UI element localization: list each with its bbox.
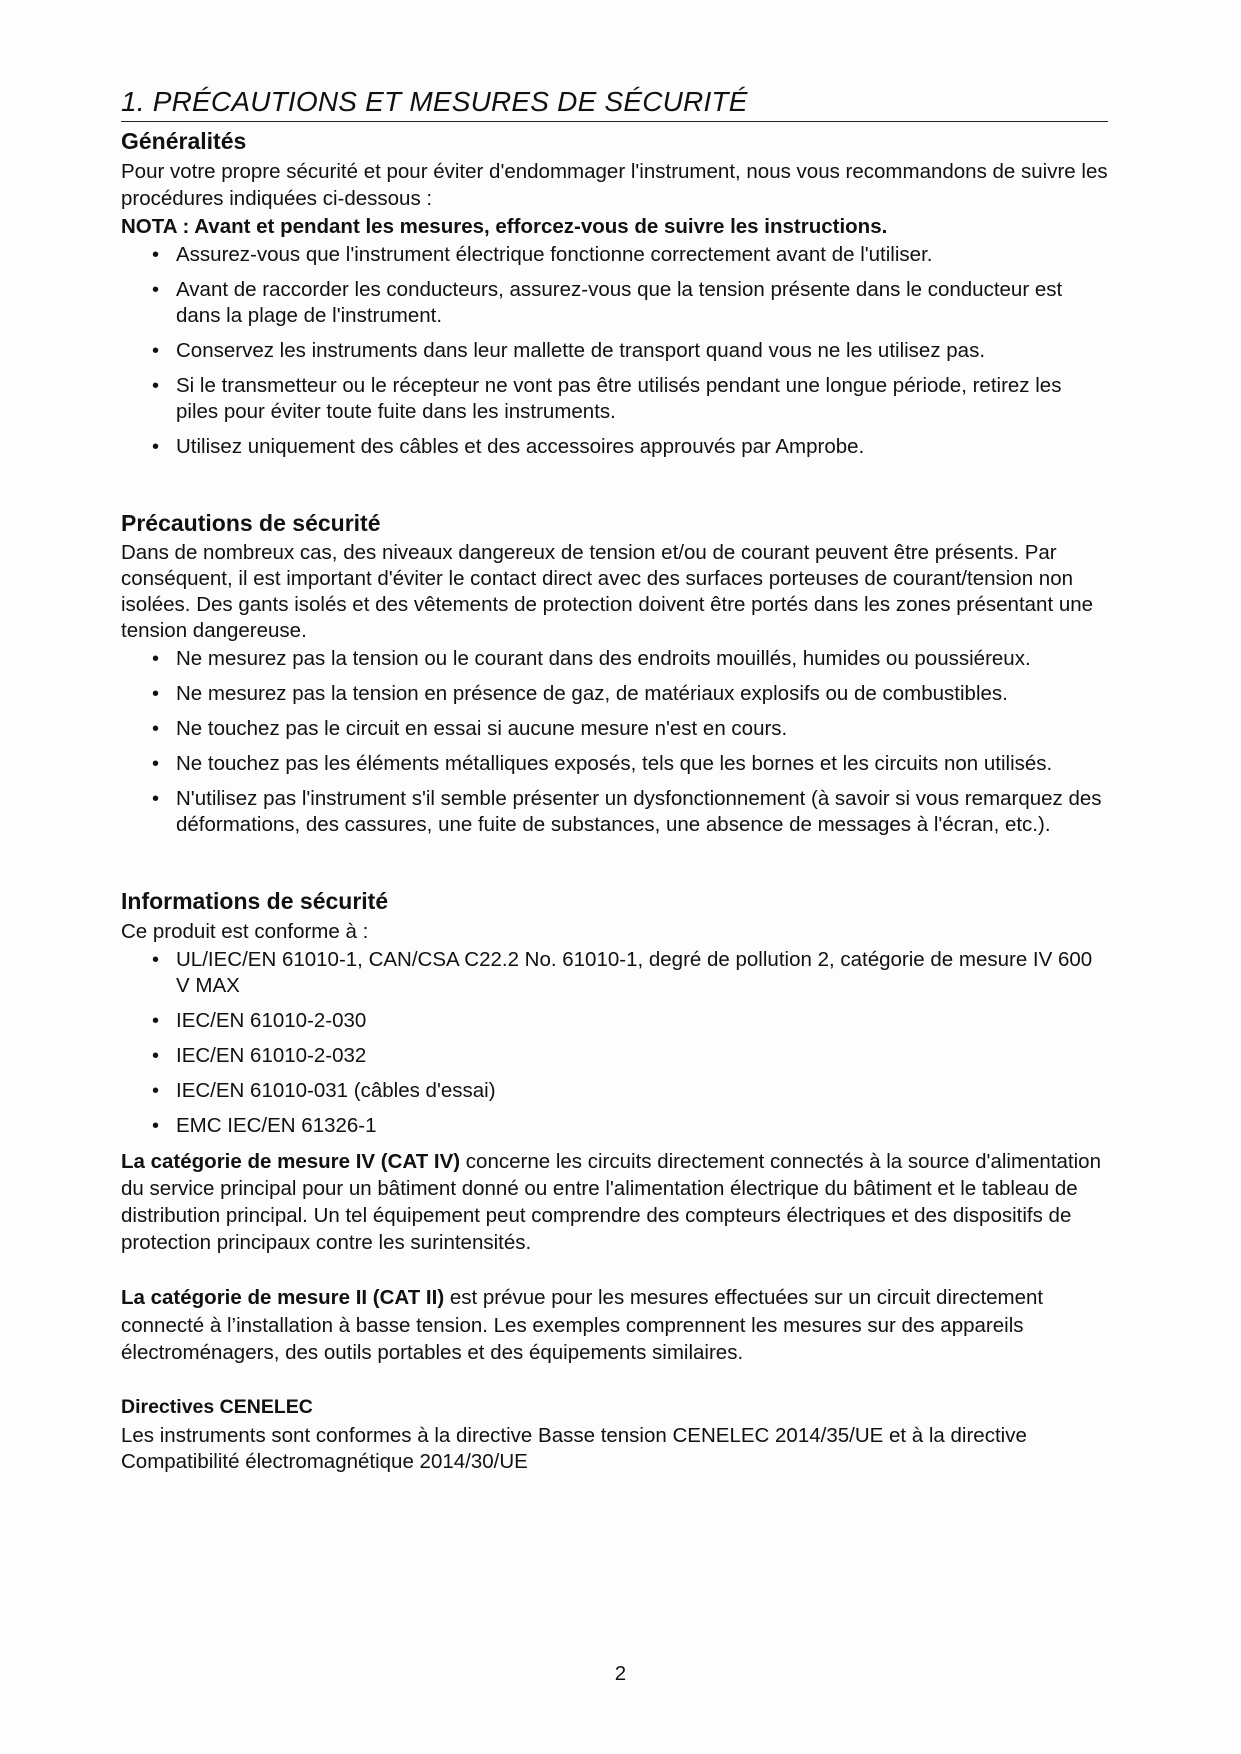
list-item: • Ne touchez pas les éléments métalliques exposés, tels que les bornes et les circuits non utilisés. [152, 752, 1053, 775]
page-number: 2 [614, 1662, 627, 1685]
list-item: • Assurez-vous que l'instrument électrique fonctionne correctement avant de l'utiliser. [152, 243, 933, 266]
list-item: • IEC/EN 61010-2-030 [152, 1009, 367, 1032]
cat-iv-label: La catégorie de mesure IV (CAT IV) [121, 1150, 461, 1173]
list-item: • Ne touchez pas le circuit en essai si aucune mesure n'est en cours. [152, 717, 788, 740]
list-item: • Ne mesurez pas la tension en présence de gaz, de matériaux explosifs ou de combustibles. [152, 682, 1008, 705]
page-content [121, 86, 1108, 1475]
list-item: • N'utilisez pas l'instrument s'il semble présenter un dysfonctionnement (à savoir si vous remarquez des déformations, des cassures, une fuite de substances, une absence de messages à l'écran, etc.). [152, 787, 1102, 836]
bullet-icon: • [152, 683, 160, 705]
list-item: • IEC/EN 61010-031 (câbles d'essai) [152, 1079, 496, 1102]
section-title: 1. PRÉCAUTIONS ET MESURES DE SÉCURITÉ [121, 86, 1108, 122]
informations-intro: Ce produit est conforme à : [121, 920, 369, 943]
bullet-icon: • [152, 1080, 160, 1102]
bullet-icon: • [152, 1115, 160, 1137]
cenelec-text: Les instruments sont conformes à la directive Basse tension CENELEC 2014/35/UE et à la directive Compatibilité électromagnétique 2014/30/UE [121, 1423, 1027, 1473]
standards-list [121, 947, 1108, 1139]
heading-generalites: Généralités [121, 128, 247, 154]
bullet-icon: • [152, 244, 160, 266]
heading-informations: Informations de sécurité [121, 888, 389, 914]
generalites-intro: Pour votre propre sécurité et pour éviter d'endommager l'instrument, nous vous recommandons de suivre les procédures indiquées ci-dessous : [121, 160, 1108, 210]
list-item: • Ne mesurez pas la tension ou le courant dans des endroits mouillés, humides ou poussiéreux. [152, 647, 1031, 670]
bullet-icon: • [152, 436, 160, 458]
list-item: • UL/IEC/EN 61010-1, CAN/CSA C22.2 No. 61010-1, degré de pollution 2, catégorie de mesure IV 600 V MAX [152, 948, 1093, 997]
list-item: • Conservez les instruments dans leur mallette de transport quand vous ne les utilisez pas. [152, 339, 986, 362]
bullet-icon: • [152, 648, 160, 670]
bullet-icon: • [152, 788, 160, 810]
bullet-icon: • [152, 375, 160, 397]
list-item: • Avant de raccorder les conducteurs, assurez-vous que la tension présente dans le conducteur est dans la plage de l'instrument. [152, 278, 1063, 327]
bullet-icon: • [152, 1045, 160, 1067]
cat-ii-paragraph: La catégorie de mesure II (CAT II) est prévue pour les mesures effectuées sur un circuit directement connecté à l’installation à basse tension. Les exemples comprennent les mesures sur des appareils électroménagers, des outils portables et des équipements similaires. [121, 1286, 1044, 1364]
heading-precautions: Précautions de sécurité [121, 510, 381, 536]
bullet-icon: • [152, 1010, 160, 1032]
bullet-icon: • [152, 753, 160, 775]
bullet-icon: • [152, 718, 160, 740]
list-item: • Utilisez uniquement des câbles et des accessoires approuvés par Amprobe. [152, 435, 865, 458]
cat-ii-label: La catégorie de mesure II (CAT II) [121, 1286, 445, 1309]
bullet-icon: • [152, 279, 160, 301]
precautions-list [121, 646, 1108, 838]
generalites-list [121, 242, 1108, 460]
heading-cenelec: Directives CENELEC [121, 1395, 313, 1418]
list-item: • Si le transmetteur ou le récepteur ne vont pas être utilisés pendant une longue période, retirez les piles pour éviter toute fuite dans les instruments. [152, 374, 1062, 423]
list-item: • IEC/EN 61010-2-032 [152, 1044, 367, 1067]
cat-iv-paragraph: La catégorie de mesure IV (CAT IV) concerne les circuits directement connectés à la source d'alimentation du service principal pour un bâtiment donné ou entre l'alimentation électrique du bâtiment et le tableau de distribution principal. Un tel équipement peut comprendre des compteurs électriques et des dispositifs de protection principaux contre les surintensités. [121, 1150, 1101, 1254]
nota-line: NOTA : Avant et pendant les mesures, efforcez-vous de suivre les instructions. [121, 215, 888, 238]
list-item: • EMC IEC/EN 61326-1 [152, 1114, 377, 1137]
bullet-icon: • [152, 949, 160, 971]
precautions-intro: Dans de nombreux cas, des niveaux dangereux de tension et/ou de courant peuvent être présents. Par conséquent, il est important d'éviter le contact direct avec des surfaces porteuses de courant/tension non isolées. Des gants isolés et des vêtements de protection doivent être portés dans les zones présentant une tension dangereuse. [121, 541, 1094, 642]
bullet-icon: • [152, 340, 160, 362]
